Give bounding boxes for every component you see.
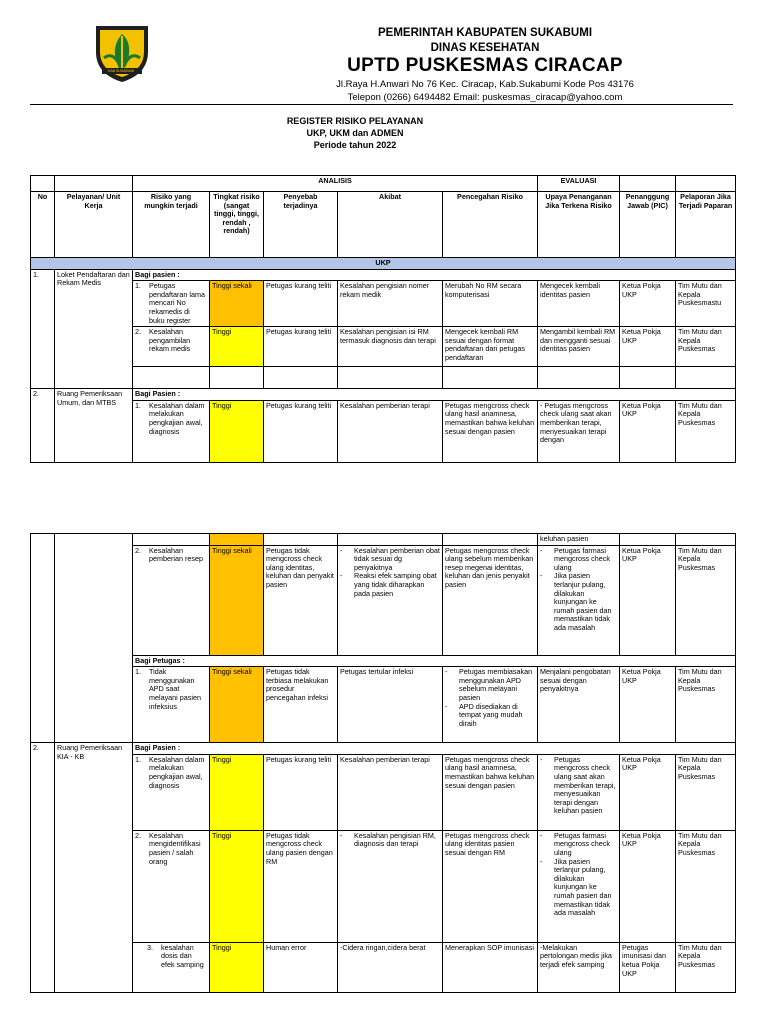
prevention-text: Menerapkan SOP imunisasi — [443, 942, 538, 992]
row-unit: Loket Pendaftaran dan Rekam Medis — [55, 269, 133, 389]
effect-text: Kesalahan pemberian terapi — [338, 400, 443, 462]
risk-text: kesalahan dosis dan efek samping — [161, 942, 204, 969]
handling-text: keluhan pasien — [538, 534, 620, 546]
prevention-text: Petugas membiasakan menggunakan APD sebelum melayani pasien — [459, 667, 533, 702]
group-label: Bagi Petugas : — [133, 655, 736, 667]
prevention-text: Petugas mengcross check ulang hasil anamnesa, memastikan bahwa keluhan sesuai dengan pasien — [443, 754, 538, 830]
risk-level: Tinggi sekali — [210, 281, 264, 327]
header-contact: Telepon (0266) 6494482 Email: puskesmas_ciracap@yahoo.com — [347, 92, 623, 103]
risk-level: Tinggi — [210, 400, 264, 462]
handling-text: -Melakukan pertolongan medis jika terjadi efek samping — [538, 942, 620, 992]
col-tingkat: Tingkat risiko (sangat tinggi, tinggi, rendah , rendah) — [210, 192, 264, 258]
table-row — [31, 327, 736, 367]
risk-text: Kesalahan pengambilan rekam medis — [149, 327, 191, 354]
pic-text: Ketua Pokja UKP — [620, 281, 676, 327]
col-risiko: Risiko yang mungkin terjadi — [133, 192, 210, 258]
effect-text: Petugas tertular infeksi — [338, 667, 443, 743]
effect-text: Kesalahan pengisian RM, diagnosis dan terapi — [354, 830, 436, 849]
cause-text: Petugas tidak mengcross check ulang pasien dengan RM — [264, 830, 338, 942]
handling-text: - Petugas mengcross check ulang saat akan memberikan terapi, menyesuaikan terapi dengan — [538, 400, 620, 462]
item-number: 3. — [147, 942, 153, 952]
cause-text: Petugas kurang teliti — [264, 754, 338, 830]
table-row: 1. Kesalahan dalam melakukan pengkajian awal, diagnosis Tinggi Petugas kurang teliti Kesalahan pemberian terapi Petugas mengcross check ulang hasil anamnesa, memastikan bahwa keluhan sesuai dengan pasien - Petugas mengcross check ulang saat akan memberikan terapi, menyesuaikan terapi dengan keluhan pasien Ketua Pokja UKP Tim Mutu dan Kepala Puskesmas — [31, 754, 736, 830]
header-evaluasi: EVALUASI — [538, 176, 620, 192]
table-row: 1. Tidak menggunakan APD saat melayani pasien infeksius Tinggi sekali Petugas tidak terbiasa melakukan prosedur pencegahan infeksi Petugas tertular infeksi - Petugas membiasakan menggunakan APD sebelum melayani pasien - APD disediakan di tempat yang mudah diraih Menjalani pengobatan sesuai dengan penyakitnya Ketua Pokja UKP Tim Mutu dan Kepala Puskesmas — [31, 667, 736, 743]
pic-text: Ketua Pokja UKP — [620, 400, 676, 462]
row-unit: Ruang Pemeriksaan Umum, dan MTBS — [55, 389, 133, 463]
effect-text: Kesalahan pemberian terapi — [338, 754, 443, 830]
col-no: No — [31, 192, 55, 258]
cause-text: Petugas tidak mengcross check ulang identitas, keluhan dan penyakit pasien — [264, 545, 338, 655]
cause-text: Petugas kurang teliti — [264, 327, 338, 367]
item-number: 2. — [135, 327, 141, 337]
pic-text: Ketua Pokja UKP — [620, 830, 676, 942]
header-divider — [30, 104, 733, 105]
item-number: 1. — [135, 400, 141, 410]
prevention-text: Petugas mengcross check ulang sebelum memberikan resep megenai identitas, keluhan dan jenis penyakit pasien — [443, 545, 538, 655]
handling-text: Mengambil kembali RM dan mengganti sesuai identitas pasien — [538, 327, 620, 367]
risk-level: Tinggi sekali — [210, 667, 264, 743]
table-row — [31, 942, 736, 992]
risk-level: Tinggi — [210, 754, 264, 830]
prevention-text: Mengecek kembali RM sesuai dengan format pendaftaran dari petugas pendaftaran — [443, 327, 538, 367]
row-unit: Ruang Pemeriksaan KIA - KB — [55, 743, 133, 993]
header-institution: UPTD PUSKESMAS CIRACAP — [347, 55, 623, 76]
effect-text: -Cidera ringan,cidera berat — [338, 942, 443, 992]
handling-text: Petugas mengcross check ulang saat akan memberikan terapi, menyesuaikan terapi dengan keluhan pasien — [554, 754, 616, 816]
report-text: Tim Mutu dan Kepala Puskesmas — [676, 400, 736, 462]
handling-text: Jika pasien terlanjur pulang, dilakukan kunjungan ke rumah pasien dan memastikan tidak ada masalah — [554, 856, 612, 918]
risk-register-table-page-1 — [30, 175, 736, 463]
header-address: Jl.Raya H.Anwari No 76 Kec. Ciracap, Kab.Sukabumi Kode Pos 43176 — [336, 79, 634, 90]
group-label: Bagi pasien : — [133, 269, 736, 281]
col-pelaporan: Pelaporan Jika Terjadi Paparan — [676, 192, 736, 258]
section-ukp: UKP — [31, 258, 736, 270]
header-analisis: ANALISIS — [133, 176, 538, 192]
risk-level: Tinggi — [210, 327, 264, 367]
item-number: 1. — [135, 754, 141, 764]
header-department: DINAS KESEHATAN — [430, 42, 540, 54]
handling-text: Jika pasien terlanjur pulang, dilakukan kunjungan ke rumah pasien dan memastikan tidak ada masalah — [554, 571, 612, 632]
group-label: Bagi Pasien : — [133, 743, 736, 755]
pic-text: Ketua Pokja UKP — [620, 327, 676, 367]
doc-title: REGISTER RISIKO PELAYANAN — [286, 116, 424, 126]
cause-text: Petugas tidak terbiasa melakukan prosedur pencegahan infeksi — [264, 667, 338, 743]
report-text: Tim Mutu dan Kepala Puskesmas — [676, 754, 736, 830]
item-number: 2. — [135, 545, 141, 555]
doc-period: Periode tahun 2022 — [313, 140, 397, 150]
risk-text: Petugas pendaftaran lama mencari No rekamedis di buku register — [149, 281, 205, 325]
handling-text: Mengecek kembali identitas pasien — [538, 281, 620, 327]
table-row — [31, 400, 736, 462]
risk-text: Kesalahan dalam melakukan pengkajian awal, diagnosis — [149, 754, 205, 790]
row-no: 1. — [31, 269, 55, 389]
header-group-row — [31, 176, 736, 192]
logo-text: KAB SUKABUMI — [108, 69, 135, 73]
report-text: Tim Mutu dan Kepala Puskesmas — [676, 545, 736, 655]
item-number: 2. — [135, 830, 141, 840]
pic-text: Petugas imunisasi dan ketua Pokja UKP — [620, 942, 676, 992]
risk-register-table-page-2 — [30, 533, 736, 993]
handling-text: Menjalani pengobatan sesuai dengan penyakitnya — [538, 667, 620, 743]
report-text: Tim Mutu dan Kepala Puskesmas — [676, 327, 736, 367]
item-number: 1. — [135, 667, 141, 677]
risk-text: Kesalahan dalam melakukan pengkajian awal, diagnosis — [149, 400, 205, 436]
continuation-row — [31, 534, 736, 546]
cause-text: Petugas kurang teliti — [264, 400, 338, 462]
risk-level: Tinggi sekali — [210, 545, 264, 655]
header-government: PEMERINTAH KABUPATEN SUKABUMI — [377, 27, 593, 39]
effect-text: Reaksi efek samping obat yang tidak diharapkan pada pasien — [354, 571, 437, 598]
report-text: Tim Mutu dan Kepala Puskesmas — [676, 667, 736, 743]
col-penyebab: Penyebab terjadinya — [264, 192, 338, 258]
col-akibat: Akibat — [338, 192, 443, 258]
empty-row — [31, 367, 736, 389]
risk-level: Tinggi — [210, 942, 264, 992]
prevention-text: APD disediakan di tempat yang mudah diraih — [459, 701, 523, 728]
pic-text: Ketua Pokja UKP — [620, 667, 676, 743]
prevention-text: Petugas mengcross check ulang identitas pasien sesuai dengan RM — [443, 830, 538, 942]
row-no: 2. — [31, 389, 55, 463]
report-text: Tim Mutu dan Kepala Puskesmastu — [676, 281, 736, 327]
risk-text: Kesalahan pemberian resep — [149, 545, 203, 564]
group-label: Bagi Pasien : — [133, 389, 736, 401]
risk-text: Kesalahan mengidentifikasi pasien / salah orang — [149, 830, 201, 866]
report-text: Tim Mutu dan Kepala Puskesmas — [676, 830, 736, 942]
col-upaya: Upaya Penanganan Jika Terkena Risiko — [538, 192, 620, 258]
doc-subtitle: UKP, UKM dan ADMEN — [306, 128, 404, 138]
risk-text: Tidak menggunakan APD saat melayani pasien infeksius — [149, 667, 201, 711]
pic-text: Ketua Pokja UKP — [620, 545, 676, 655]
col-pencegahan: Pencegahan Risiko — [443, 192, 538, 258]
handling-text: Petugas farmasi mengcross check ulang — [554, 545, 610, 572]
item-number: 1. — [135, 281, 141, 291]
effect-text: Kesalahan pemberian obat tidak sesuai dg penyakitnya — [354, 545, 440, 572]
col-pelayanan: Pelayanan/ Unit Kerja — [55, 192, 133, 258]
pic-text: Ketua Pokja UKP — [620, 754, 676, 830]
col-pj: Penanggung Jawab (PIC) — [620, 192, 676, 258]
risk-level: Tinggi — [210, 830, 264, 942]
effect-text: Kesalahan pengisian nomer rekam medik — [338, 281, 443, 327]
kabupaten-sukabumi-emblem-icon — [90, 22, 154, 84]
handling-text: Petugas farmasi mengcross check ulang — [554, 830, 610, 857]
report-text: Tim Mutu dan Kepala Puskesmas — [676, 942, 736, 992]
table-row — [31, 281, 736, 327]
effect-text: Kesalahan pengisian isi RM termasuk diagnosis dan terapi — [338, 327, 443, 367]
table-row: 2. Kesalahan mengidentifikasi pasien / salah orang Tinggi Petugas tidak mengcross check ulang pasien dengan RM - Kesalahan pengisian RM, diagnosis dan terapi Petugas mengcross check ulang identitas pasien sesuai dengan RM - Petugas farmasi mengcross check ulang - Jika pasien terlanjur pulang, dilakukan kunjungan ke rumah pasien dan memastikan tidak ada masalah Ketua Pokja UKP Tim Mutu dan Kepala Puskesmas — [31, 830, 736, 942]
table-row: 2. Kesalahan pemberian resep Tinggi sekali Petugas tidak mengcross check ulang identitas, keluhan dan penyakit pasien - Kesalahan pemberian obat tidak sesuai dg penyakitnya - Reaksi efek samping obat yang tidak diharapkan pada pasien Petugas mengcross check ulang sebelum memberikan resep megenai identitas, keluhan dan jenis penyakit pasien - Petugas farmasi mengcross check ulang - Jika pasien terlanjur pulang, dilakukan kunjungan ke rumah pasien dan memastikan tidak ada masalah Ketua Pokja UKP Tim Mutu dan Kepala Puskesmas — [31, 545, 736, 655]
cause-text: Petugas kurang teliti — [264, 281, 338, 327]
header-columns-row — [31, 192, 736, 258]
cause-text: Human error — [264, 942, 338, 992]
prevention-text: Petugas mengcross check ulang hasil anamnesa, memastikan bahwa keluhan sesuai dengan pasien — [443, 400, 538, 462]
prevention-text: Merubah No RM secara komputerisasi — [443, 281, 538, 327]
row-no: 2. — [31, 743, 55, 993]
